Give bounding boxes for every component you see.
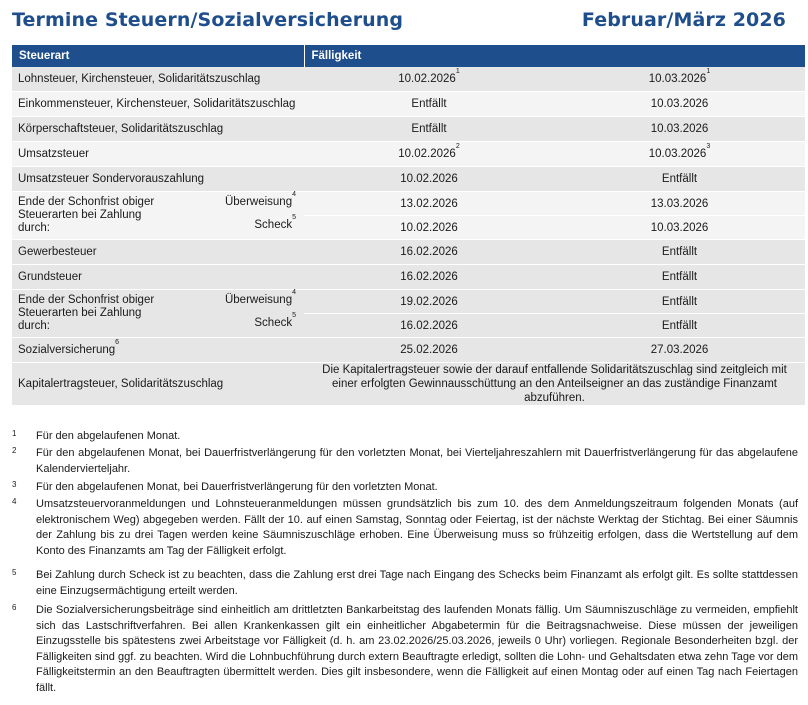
cell-mar: Entfällt bbox=[554, 167, 805, 192]
cell-mar: Entfällt bbox=[554, 240, 805, 265]
header-faelligkeit: Fälligkeit bbox=[304, 45, 805, 67]
table-row bbox=[12, 363, 805, 406]
cell-feb: 10.02.2026$^2$ bbox=[304, 142, 554, 167]
row-label: Umsatzsteuer Sondervorauszahlung bbox=[12, 167, 304, 192]
cell-feb: 16.02.2026 bbox=[304, 314, 554, 338]
footnote-1: 1 Für den abgelaufenen Monat. bbox=[12, 429, 181, 442]
cell-feb: 19.02.2026 bbox=[304, 290, 554, 314]
cell-feb: 10.02.2026 bbox=[304, 167, 554, 192]
cell-mar: Entfällt bbox=[554, 290, 805, 314]
schonfrist-row-ueberweisung bbox=[12, 290, 805, 314]
row-label: Kapitalertragsteuer, Solidaritätszuschlag bbox=[12, 363, 304, 406]
row-label: Grundsteuer bbox=[12, 265, 304, 290]
table-row bbox=[12, 338, 805, 363]
cell-feb: Entfällt bbox=[304, 117, 554, 142]
page-header bbox=[12, 9, 786, 35]
cell-feb: 10.02.2026$^1$ bbox=[304, 67, 554, 92]
row-label: Lohnsteuer, Kirchensteuer, Solidaritätszuschlag bbox=[12, 67, 304, 92]
row-label: Einkommensteuer, Kirchensteuer, Solidaritätszuschlag bbox=[12, 92, 304, 117]
cell-feb: 13.02.2026 bbox=[304, 192, 554, 216]
schonfrist-row-ueberweisung bbox=[12, 192, 805, 216]
footnote-4: 4 Umsatzsteuervoranmeldungen und Lohnsteueranmeldungen müssen grundsätzlich bis zum 10. des dem Anmeldungszeitraum folgenden Monats (auf elektronischem Weg) abgegeben werden. Fällt der 10. auf einen Samstag, Sonntag oder Feiertag, ist der nächste Werktag der Stichtag. Bei einer Säumnis der Zahlung bis zu drei Tagen werden keine Säumniszuschläge erhoben. Eine Überweisung muss so frühzeitig erfolgen, dass die Wertstellung auf dem Konto des Finanzamts am Tag der Fälligkeit erfolgt. bbox=[12, 497, 798, 557]
table-header-row bbox=[12, 45, 805, 67]
table-row bbox=[12, 117, 805, 142]
row-label: Umsatzsteuer bbox=[12, 142, 304, 167]
cell-mar: 27.03.2026 bbox=[554, 338, 805, 363]
cell-feb: 25.02.2026 bbox=[304, 338, 554, 363]
footnote-ref: 1 bbox=[455, 68, 460, 75]
footnote-ref: 3 bbox=[706, 143, 711, 150]
schonfrist-cell bbox=[12, 192, 304, 240]
tax-deadline-table bbox=[12, 45, 805, 406]
row-label: Sozialversicherung$^6$ bbox=[12, 338, 304, 363]
header-steuerart: Steuerart bbox=[12, 45, 304, 67]
page-title: Termine Steuern/Sozialversicherung bbox=[12, 9, 404, 31]
schonfrist-cell bbox=[12, 290, 304, 338]
cell-mar: 13.03.2026 bbox=[554, 192, 805, 216]
schonfrist-label: Ende der Schonfrist obiger Steuerarten bei Zahlung durch: bbox=[18, 294, 155, 332]
footnote-5: 5 Bei Zahlung durch Scheck ist zu beachten, dass die Zahlung erst drei Tage nach Eingang des Schecks beim Finanzamt als erfolgt gilt. Es sollte stattdessen eine Einzugsermächtigung erteilt werden. bbox=[12, 568, 798, 597]
scheck-label: Scheck$^5$ bbox=[254, 312, 296, 329]
footnote-2: 2 Für den abgelaufenen Monat, bei Dauerfristverlängerung für den vorletzten Monat, bei Vierteljahreszahlern mit Dauerfristverlängerung für das abgelaufene Kalendervierteljahr. bbox=[12, 446, 798, 475]
footnote-ref: 2 bbox=[455, 143, 460, 150]
cell-mar: Entfällt bbox=[554, 265, 805, 290]
footnote-ref: 1 bbox=[706, 68, 711, 75]
ueberweisung-label: Überweisung$^4$ bbox=[224, 289, 296, 306]
table-row bbox=[12, 142, 805, 167]
footnote-3: 3 Für den abgelaufenen Monat, bei Dauerfristverlängerung für den vorletzten Monat. bbox=[12, 480, 438, 493]
table-row bbox=[12, 67, 805, 92]
cell-mar: 10.03.2026 bbox=[554, 92, 805, 117]
ueberweisung-label: Überweisung$^4$ bbox=[224, 191, 296, 208]
footnote-6: 6 Die Sozialversicherungsbeiträge sind einheitlich am drittletzten Bankarbeitstag des laufenden Monats fällig. Um Säumniszuschläge zu vermeiden, empfiehlt sich das Lastschriftverfahren. Bei allen Krankenkassen gilt ein einheitlicher Abgabetermin für die Beitragsnachweise. Diese müssen der jeweiligen Einzugsstelle bis spätestens zwei Arbeitstage vor Fälligkeit (d. h. am 23.02.2026/25.03.2026, jeweils 0 Uhr) vorliegen. Regionale Besonderheiten bzgl. der Fälligkeiten sind ggf. zu beachten. Wird die Lohnbuchführung durch extern Beauftragte erledigt, sollten die Lohn- und Gehaltsdaten etwa zehn Tage vor dem Fälligkeitstermin an den Beauftragten übermittelt werden. Dies gilt insbesondere, wenn die Fälligkeit auf einen Montag oder auf einen Tag nach Feiertagen fällt. bbox=[12, 603, 798, 694]
table-row bbox=[12, 167, 805, 192]
cell-mar: 10.03.2026$^1$ bbox=[554, 67, 805, 92]
table-row bbox=[12, 240, 805, 265]
cell-feb: 16.02.2026 bbox=[304, 240, 554, 265]
scheck-label: Scheck$^5$ bbox=[254, 214, 296, 231]
cell-mar: 10.03.2026$^3$ bbox=[554, 142, 805, 167]
footnote-ref: 6 bbox=[115, 339, 120, 346]
kapital-note: Die Kapitalertragsteuer sowie der darauf entfallende Solidaritätszuschlag sind zeitgleich mit einer erfolgten Gewinnausschüttung an den Anteilseigner an das zuständige Finanzamt abzuführen. bbox=[304, 363, 805, 406]
cell-mar: Entfällt bbox=[554, 314, 805, 338]
cell-feb: 16.02.2026 bbox=[304, 265, 554, 290]
cell-mar: 10.03.2026 bbox=[554, 117, 805, 142]
row-label: Gewerbesteuer bbox=[12, 240, 304, 265]
period-label: Februar/März 2026 bbox=[581, 9, 786, 31]
cell-feb: 10.02.2026 bbox=[304, 216, 554, 240]
schonfrist-label: Ende der Schonfrist obiger Steuerarten bei Zahlung durch: bbox=[18, 196, 155, 234]
table-row bbox=[12, 265, 805, 290]
row-label: Körperschaftsteuer, Solidaritätszuschlag bbox=[12, 117, 304, 142]
cell-feb: Entfällt bbox=[304, 92, 554, 117]
table-row bbox=[12, 92, 805, 117]
cell-mar: 10.03.2026 bbox=[554, 216, 805, 240]
